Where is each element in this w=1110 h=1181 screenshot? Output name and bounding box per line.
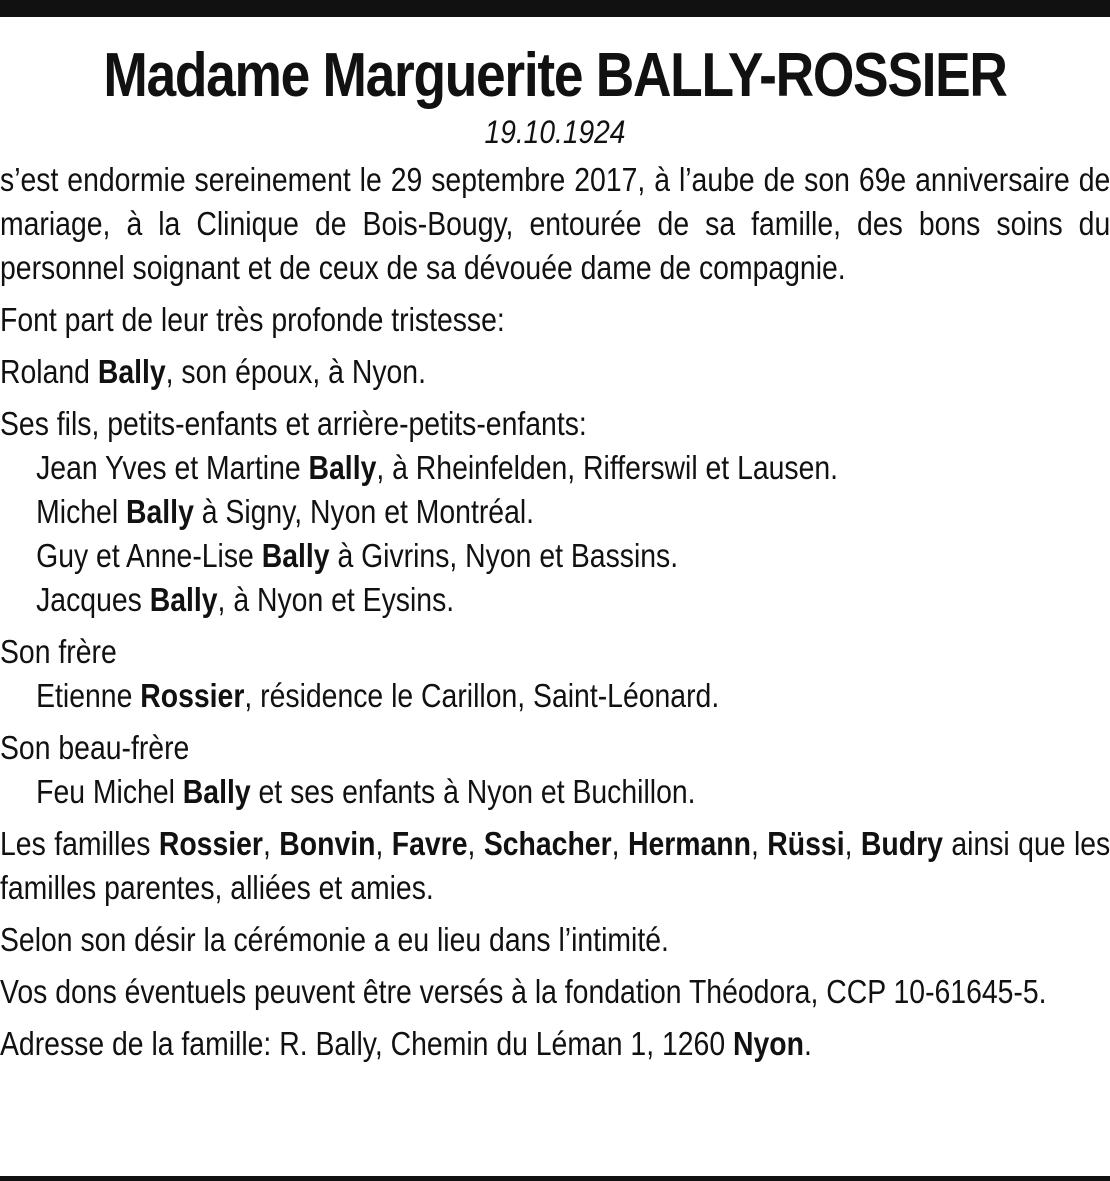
child-last-name: Bally <box>149 581 218 618</box>
brother-heading: Son frère <box>0 633 117 670</box>
child-entry <box>0 490 1110 534</box>
families-separator: , <box>611 825 628 862</box>
family-name: Budry <box>860 825 943 862</box>
child-entry <box>0 446 1110 490</box>
child-first-names: Guy et Anne-Lise <box>36 537 262 574</box>
address-text: Adresse de la famille: R. Bally, Chemin du Léman 1, 1260 <box>0 1025 734 1062</box>
families-suffix: ainsi que les familles parentes, alliées et amies. <box>0 825 1110 906</box>
child-details: à Signy, Nyon et Montréal. <box>193 493 535 530</box>
address-end: . <box>803 1025 812 1062</box>
child-first-names: Jacques <box>36 581 150 618</box>
brother-in-law-last-name: Bally <box>182 773 251 810</box>
brother-first-name: Etienne <box>36 677 141 714</box>
families-separator: , <box>750 825 768 862</box>
brother-in-law-first-name: Feu Michel <box>36 773 183 810</box>
brother-details: , résidence le Carillon, Saint-Léonard. <box>244 677 720 714</box>
child-last-name: Bally <box>126 493 194 530</box>
brother-section <box>0 630 1110 718</box>
brother-entry <box>0 674 1110 718</box>
children-heading: Ses fils, petits-enfants et arrière-petits-enfants: <box>0 405 587 442</box>
family-name: Bonvin <box>279 825 376 862</box>
brother-in-law-entry <box>0 770 1110 814</box>
brother-in-law-heading: Son beau-frère <box>0 729 190 766</box>
deceased-name: Madame Marguerite BALLY-ROSSIER <box>103 41 1007 110</box>
families-paragraph <box>0 822 1110 910</box>
address-line <box>0 1022 1110 1066</box>
child-details: , à Nyon et Eysins. <box>217 581 455 618</box>
intro-paragraph: s’est endormie sereinement le 29 septembre 2017, à l’aube de son 69e anniversaire de mariage, à la Clinique de Bois-Bougy, entourée de sa famille, des bons soins du personnel soignant et de ceux de sa dévouée dame de compagnie. <box>0 161 1110 286</box>
families-separator: , <box>467 825 484 862</box>
child-last-name: Bally <box>308 449 377 486</box>
family-name: Schacher <box>483 825 612 862</box>
child-entry <box>0 578 1110 622</box>
families-prefix: Les familles <box>0 825 159 862</box>
child-last-name: Bally <box>261 537 330 574</box>
donations-paragraph: Vos dons éventuels peuvent être versés à la fondation Théodora, CCP 10-61645-5. <box>0 973 1047 1010</box>
child-first-names: Jean Yves et Martine <box>36 449 309 486</box>
family-name: Rossier <box>158 825 263 862</box>
family-name: Hermann <box>627 825 751 862</box>
announcement-line: Font part de leur très profonde tristesse: <box>0 301 505 338</box>
families-separator: , <box>844 825 861 862</box>
families-separator: , <box>262 825 280 862</box>
bottom-rule <box>0 1176 1110 1181</box>
family-name: Rüssi <box>767 825 845 862</box>
spouse-first-name: Roland <box>0 353 98 390</box>
child-first-names: Michel <box>36 493 127 530</box>
child-details: à Givrins, Nyon et Bassins. <box>329 537 679 574</box>
top-rule <box>0 0 1110 17</box>
brother-in-law-section <box>0 726 1110 814</box>
brother-last-name: Rossier <box>140 677 245 714</box>
families-separator: , <box>375 825 392 862</box>
brother-in-law-details: et ses enfants à Nyon et Buchillon. <box>250 773 696 810</box>
birth-date: 19.10.1924 <box>484 114 626 150</box>
child-entry <box>0 534 1110 578</box>
spouse-last-name: Bally <box>97 353 166 390</box>
ceremony-line: Selon son désir la cérémonie a eu lieu dans l’intimité. <box>0 921 669 958</box>
family-name: Favre <box>391 825 468 862</box>
address-city: Nyon <box>733 1025 804 1062</box>
obituary-notice <box>0 38 1110 1074</box>
children-section <box>0 402 1110 622</box>
spouse-details: , son époux, à Nyon. <box>165 353 426 390</box>
notice-body <box>0 158 1110 1066</box>
spouse-line <box>0 350 1110 394</box>
child-details: , à Rheinfelden, Rifferswil et Lausen. <box>376 449 839 486</box>
